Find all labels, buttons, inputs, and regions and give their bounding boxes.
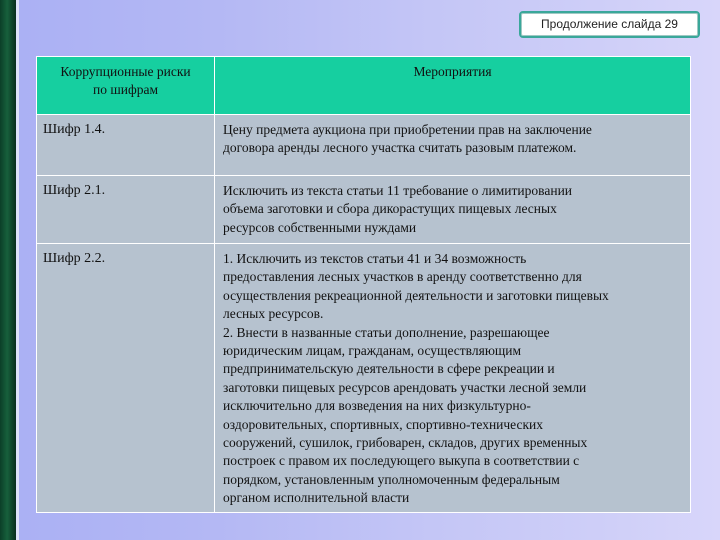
- measure-text: [215, 176, 691, 244]
- measure-line: предоставления лесных участков в аренду соответственно для: [223, 269, 582, 285]
- table-header-row: [37, 57, 691, 115]
- measure-line: договора аренды лесного участка считать разовым платежом.: [223, 140, 577, 156]
- measure-line: Цену предмета аукциона при приобретении прав на заключение: [223, 122, 592, 137]
- measure-line: исключительно для возведения на них физкультурно-: [223, 398, 531, 414]
- measure-line: порядком, установленным уполномоченным федеральным: [223, 471, 560, 487]
- corruption-risks-table: [36, 56, 691, 513]
- table-row: [37, 176, 691, 244]
- measure-line: сооружений, сушилок, грибоварен, складов, других временных: [223, 435, 588, 451]
- measure-line: осуществления рекреационной деятельности и заготовки пищевых: [223, 287, 609, 303]
- measure-line: органом исполнительной власти: [223, 490, 410, 506]
- measure-text: [215, 115, 691, 176]
- table-row: [37, 244, 691, 513]
- header-risks-line: по шифрам: [92, 82, 158, 98]
- risk-code: Шифр 1.4.: [37, 115, 215, 176]
- measure-line: объема заготовки и сбора дикорастущих пищевых лесных: [223, 201, 557, 217]
- header-risks: [37, 57, 215, 115]
- risk-code: Шифр 2.1.: [37, 176, 215, 244]
- table-row: [37, 115, 691, 176]
- measure-line: заготовки пищевых ресурсов арендовать участки лесной земли: [223, 379, 587, 395]
- measure-line: предпринимательскую деятельности в сфере рекреации и: [223, 361, 555, 377]
- measure-line: оздоровительных, спортивных, спортивно-технических: [223, 416, 544, 432]
- measure-line: построек с правом их последующего выкупа в соответствии с: [223, 453, 580, 469]
- measure-line: ресурсов собственными нуждами: [223, 219, 417, 235]
- measure-line: Исключить из текста статьи 11 требование о лимитировании: [223, 183, 573, 198]
- header-risks-line: Коррупционные риски: [60, 64, 191, 79]
- header-measures: Мероприятия: [215, 57, 691, 115]
- measure-line: лесных ресурсов.: [223, 306, 324, 322]
- continuation-label: Продолжение слайда 29: [519, 11, 700, 38]
- measure-line: 1. Исключить из текстов статьи 41 и 34 возможность: [223, 251, 527, 266]
- measure-line: юридическим лицам, гражданам, осуществляющим: [223, 343, 522, 359]
- left-decorative-bar: [0, 0, 16, 540]
- measure-text: [215, 244, 691, 513]
- risk-code: Шифр 2.2.: [37, 244, 215, 513]
- measure-line: 2. Внести в названные статьи дополнение, разрешающее: [223, 324, 550, 340]
